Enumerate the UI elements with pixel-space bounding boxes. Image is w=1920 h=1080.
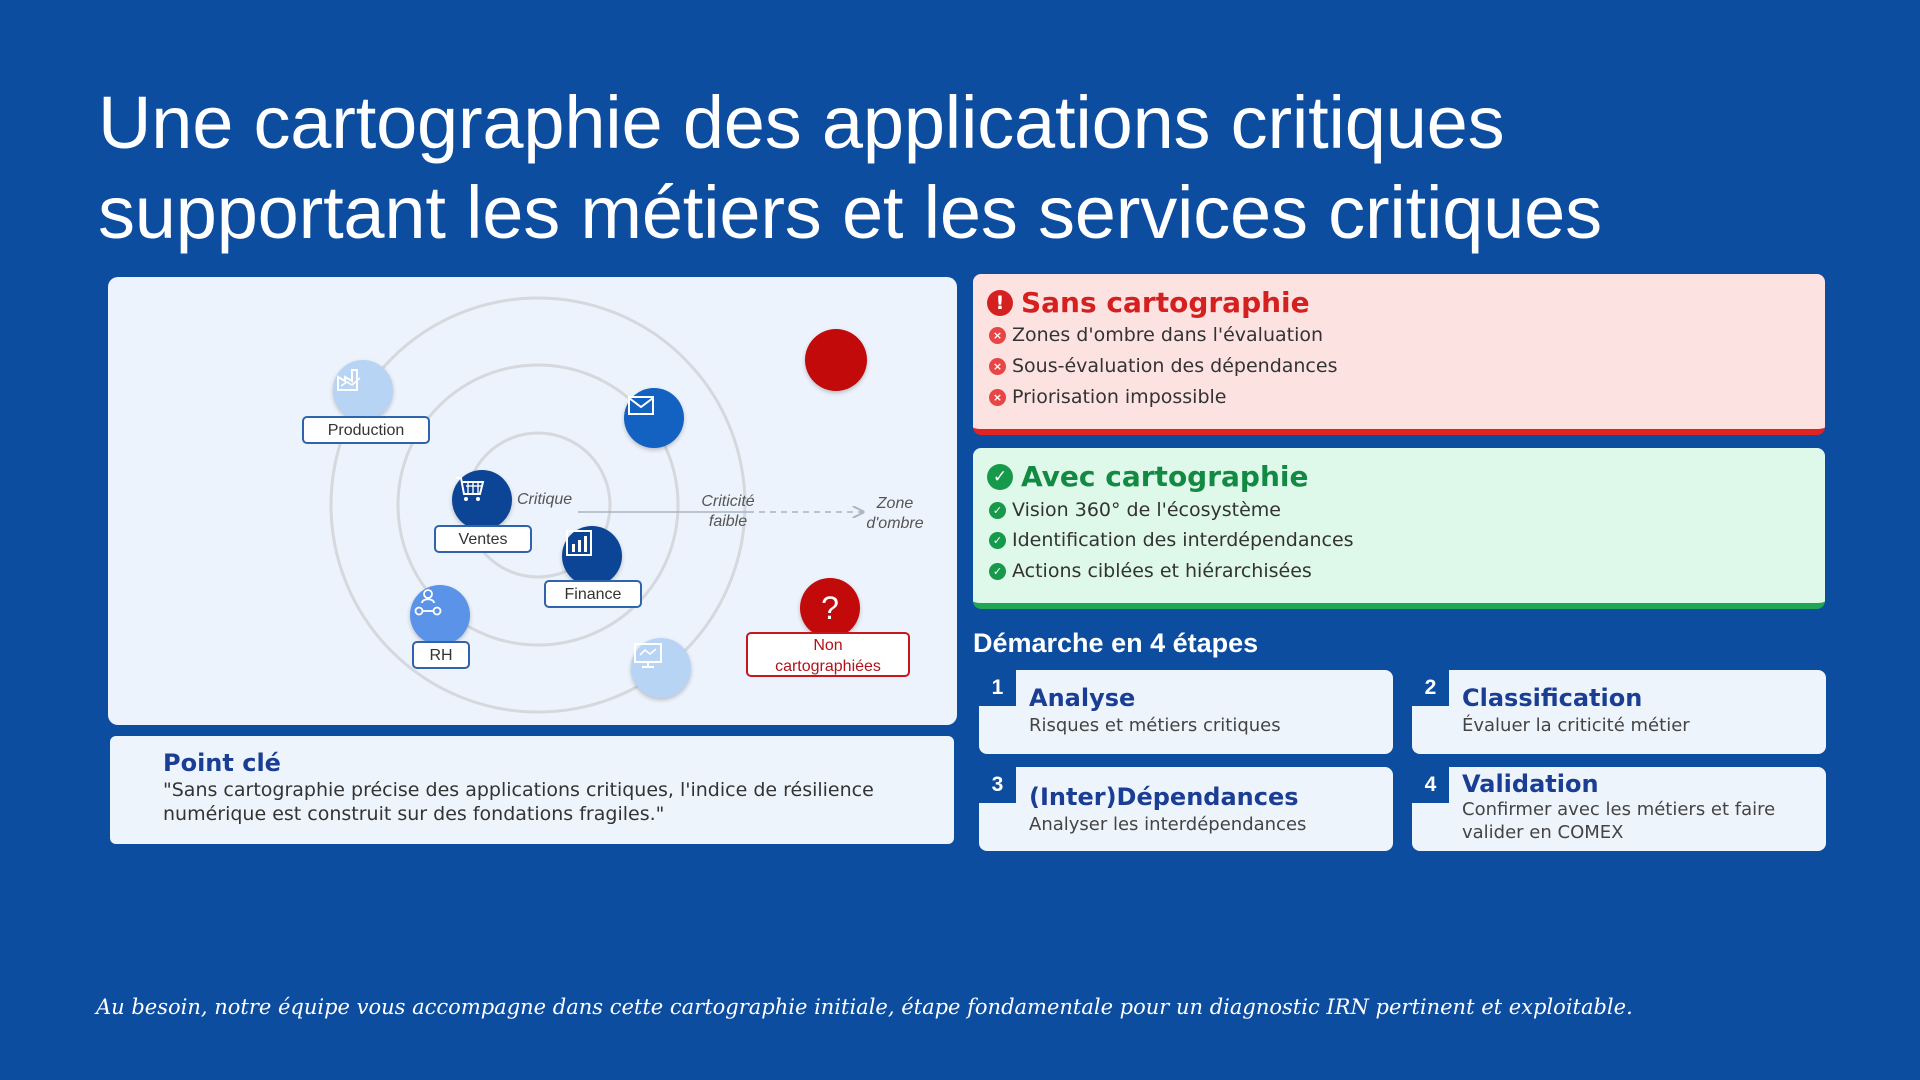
production-label: Production (302, 416, 430, 444)
without-item-text: Zones d'ombre dans l'évaluation (1012, 324, 1324, 346)
key-point-title: Point clé (163, 749, 281, 777)
slide-title (98, 78, 1758, 258)
without-mapping-title: Sans cartographie (1021, 286, 1310, 319)
chart-icon (562, 526, 622, 586)
red-alert-circle (805, 329, 867, 391)
step-title: Validation (1462, 770, 1599, 798)
zone-ombre-label (855, 494, 935, 534)
with-mapping-box (973, 448, 1825, 609)
key-point-card (110, 736, 954, 844)
zone-line-1: Zone (876, 495, 914, 512)
team-icon (410, 585, 470, 645)
x-circle-icon: × (989, 327, 1006, 344)
check-icon: ✓ (989, 502, 1006, 519)
without-mapping-box (973, 274, 1825, 435)
step-number: 4 (1412, 767, 1449, 803)
question-icon (800, 578, 860, 638)
key-point-text: "Sans cartographie précise des applications critiques, l'indice de résilience numérique est construit sur des fondations fragiles." (163, 779, 874, 825)
application-map-diagram (108, 277, 957, 725)
title-line-2: supportant les métiers et les services critiques (98, 171, 1602, 254)
steps-title: Démarche en 4 étapes (973, 628, 1259, 658)
monitor-icon (631, 638, 691, 698)
step-title: (Inter)Dépendances (1029, 783, 1299, 811)
step-card-3 (979, 767, 1393, 851)
x-circle-icon: × (989, 358, 1006, 375)
with-item-text: Vision 360° de l'écosystème (1012, 499, 1281, 521)
step-title: Analyse (1029, 684, 1136, 712)
with-item (989, 499, 1281, 521)
step-number: 1 (979, 670, 1016, 706)
mail-icon (624, 388, 684, 448)
step-title: Classification (1462, 684, 1643, 712)
rh-label: RH (412, 641, 470, 669)
step-description: Confirmer avec les métiers et faire valider en COMEX (1462, 799, 1776, 843)
without-item (989, 355, 1337, 377)
x-circle-icon: × (989, 389, 1006, 406)
step-number: 2 (1412, 670, 1449, 706)
step-description: Évaluer la criticité métier (1462, 715, 1690, 736)
with-item-text: Actions ciblées et hiérarchisées (1012, 560, 1312, 582)
with-item (989, 529, 1354, 551)
without-item (989, 324, 1323, 346)
step-card-1 (979, 670, 1393, 754)
step-card-4 (1412, 767, 1826, 851)
factory-icon (333, 360, 393, 420)
with-mapping-header (987, 460, 1309, 493)
step-number: 3 (979, 767, 1016, 803)
check-circle-icon: ✓ (987, 464, 1013, 490)
without-item-text: Sous-évaluation des dépendances (1012, 355, 1338, 377)
non-cartographiees-label (746, 632, 910, 677)
zone-line-2: d'ombre (866, 515, 924, 532)
with-item (989, 560, 1312, 582)
without-item (989, 386, 1226, 408)
critique-label: Critique (517, 491, 573, 508)
cart-icon (452, 470, 512, 530)
step-description: Risques et métiers critiques (1029, 715, 1281, 736)
without-mapping-header (987, 286, 1310, 319)
check-icon: ✓ (989, 532, 1006, 549)
unmapped-line-2: cartographiées (775, 658, 881, 675)
with-item-text: Identification des interdépendances (1012, 529, 1354, 551)
ventes-label: Ventes (434, 525, 532, 553)
with-mapping-title: Avec cartographie (1021, 460, 1309, 493)
alert-icon: ! (987, 290, 1013, 316)
footer-note: Au besoin, notre équipe vous accompagne dans cette cartographie initiale, étape fondamentale pour un diagnostic IRN pertinent et exploitable. (96, 995, 1633, 1019)
criticite-line-2: faible (708, 513, 748, 530)
criticite-faible-label (683, 492, 773, 532)
unmapped-line-1: Non (813, 637, 843, 654)
title-line-1: Une cartographie des applications critiques (98, 81, 1505, 164)
finance-label: Finance (544, 580, 642, 608)
check-icon: ✓ (989, 563, 1006, 580)
without-item-text: Priorisation impossible (1012, 386, 1227, 408)
step-card-2 (1412, 670, 1826, 754)
question-mark: ? (821, 589, 839, 626)
step-description: Analyser les interdépendances (1029, 814, 1307, 835)
criticite-line-1: Criticité (701, 493, 755, 510)
